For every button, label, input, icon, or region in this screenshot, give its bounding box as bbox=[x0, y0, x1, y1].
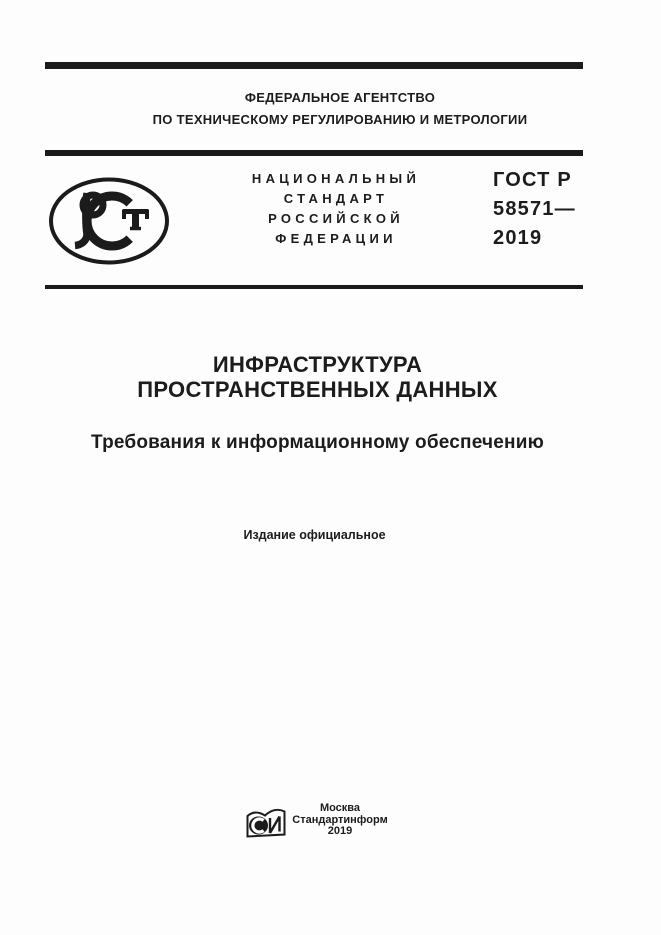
agency-line-2: ПО ТЕХНИЧЕСКОМУ РЕГУЛИРОВАНИЮ И МЕТРОЛОГИИ bbox=[152, 112, 528, 127]
designation-line-1: ГОСТ Р bbox=[493, 169, 572, 191]
edition-note: Издание официальное bbox=[243, 528, 386, 542]
agency-header bbox=[40, 87, 640, 131]
standard-kind-line-4: ФЕДЕРАЦИИ bbox=[275, 231, 397, 246]
standard-kind-line-3: РОССИЙСКОЙ bbox=[268, 211, 404, 226]
top-rule bbox=[45, 62, 583, 69]
designation-line-2: 58571— bbox=[493, 198, 576, 220]
standard-block-divider-rule bbox=[45, 285, 583, 289]
imprint bbox=[275, 803, 405, 838]
standard-kind-line-1: НАЦИОНАЛЬНЫЙ bbox=[251, 171, 421, 186]
title-block bbox=[45, 352, 590, 454]
imprint-year: 2019 bbox=[327, 825, 353, 837]
header-divider-rule bbox=[45, 150, 583, 156]
standard-designation bbox=[493, 166, 576, 253]
rst-certification-mark-icon bbox=[48, 177, 170, 265]
imprint-publisher: Стандартинформ bbox=[292, 813, 388, 826]
agency-line-1: ФЕДЕРАЛЬНОЕ АГЕНТСТВО bbox=[244, 90, 436, 105]
designation-line-3: 2019 bbox=[493, 227, 543, 249]
document-title-line-1: ИНФРАСТРУКТУРА bbox=[212, 352, 423, 377]
document-title-line-2: ПРОСТРАНСТВЕННЫХ ДАННЫХ bbox=[137, 377, 498, 402]
standard-kind-line-2: СТАНДАРТ bbox=[283, 191, 389, 206]
document-title bbox=[45, 352, 590, 402]
standard-kind-block bbox=[211, 169, 461, 249]
document-subtitle: Требования к информационному обеспечению bbox=[90, 432, 544, 453]
imprint-city: Москва bbox=[319, 802, 361, 814]
